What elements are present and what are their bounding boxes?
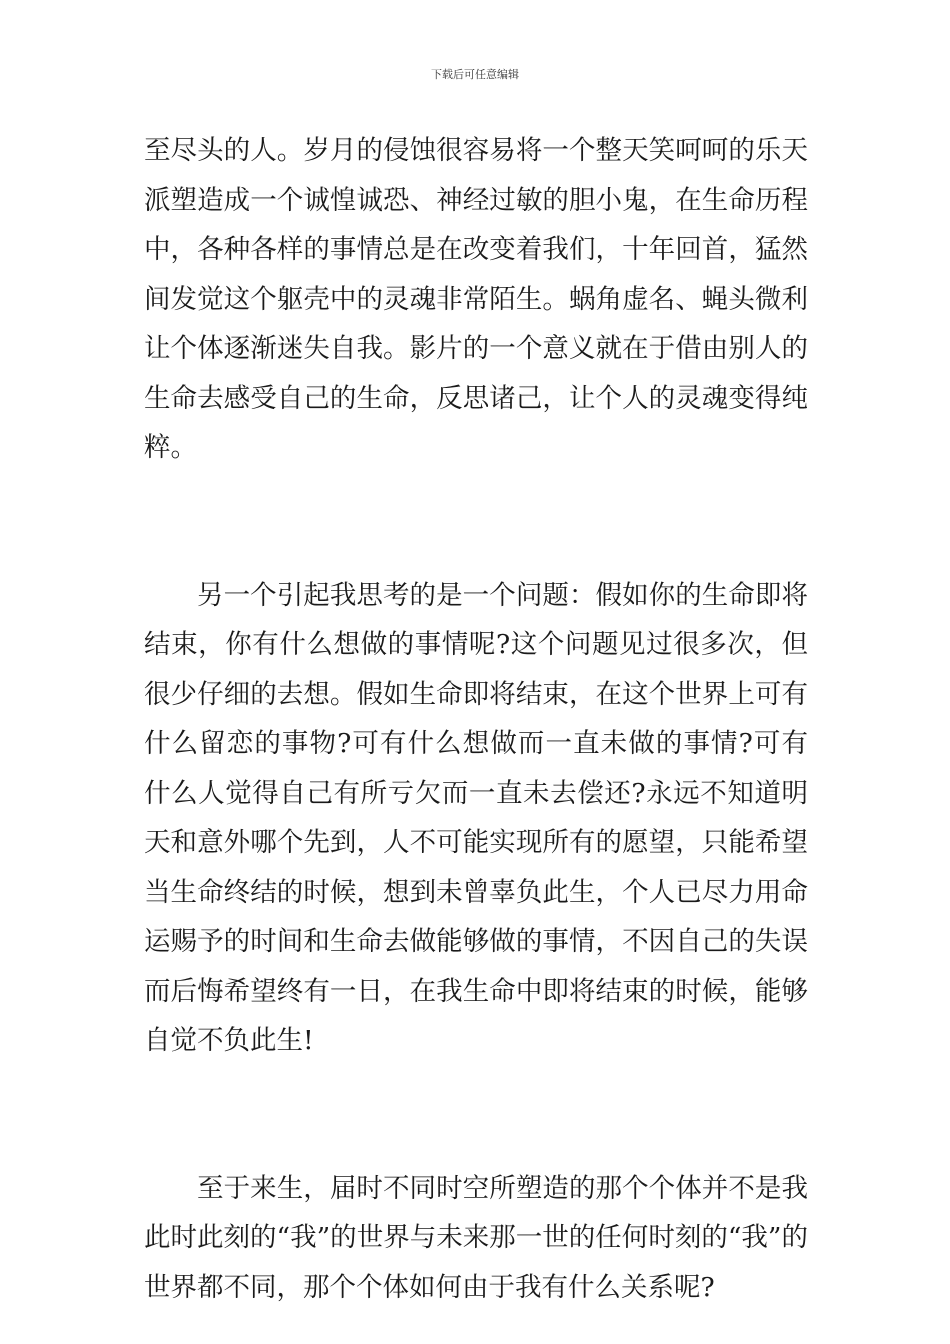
- paragraph-3: 至于来生，届时不同时空所塑造的那个个体并不是我此时此刻的“我”的世界与未来那一世的任何时刻的“我”的世界都不同，那个个体如何由于我有什么关系呢?: [144, 1172, 808, 1303]
- page-header: 下载后可任意编辑: [431, 68, 519, 81]
- paragraph-2: 另一个引起我思考的是一个问题：假如你的生命即将结束，你有什么想做的事情呢?这个问题见过很多次，但很少仔细的去想。假如生命即将结束，在这个世界上可有什么留恋的事物?可有什么想做而一直未做的事情?可有什么人觉得自己有所亏欠而一直未去偿还?永远不知道明天和意外哪个先到，人不可能实现所有的愿望，只能希望当生命终结的时候，想到未曾辜负此生，个人已尽力用命运赐予的时间和生命去做能够做的事情，不因自己的失误而后悔希望终有一日，在我生命中即将结束的时候，能够自觉不负此生!: [144, 579, 808, 1056]
- paragraph-1: 至尽头的人。岁月的侵蚀很容易将一个整天笑呵呵的乐天派塑造成一个诚惶诚恐、神经过敏的胆小鬼，在生命历程中，各种各样的事情总是在改变着我们，十年回首，猛然间发觉这个躯壳中的灵魂非常陌生。蜗角虚名、蝇头微利让个体逐渐迷失自我。影片的一个意义就在于借由别人的生命去感受自己的生命，反思诸己，让个人的灵魂变得纯粹。: [144, 135, 808, 463]
- document-body: [144, 126, 808, 1312]
